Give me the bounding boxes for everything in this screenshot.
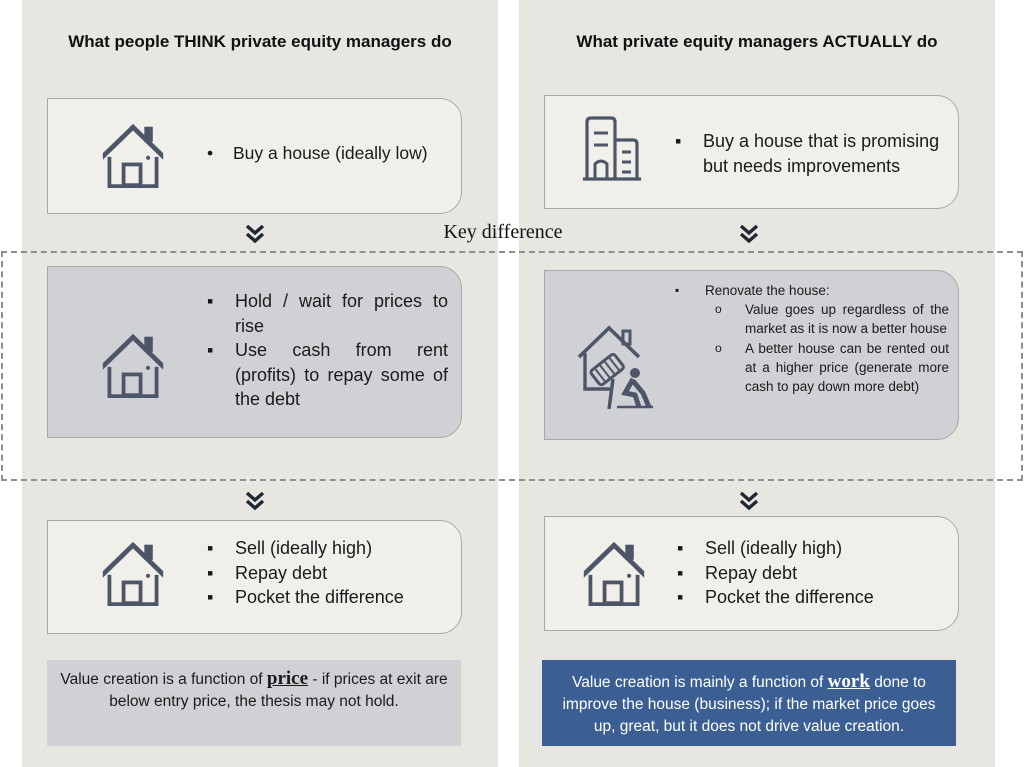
- bullet-item: • Buy a house (ideally low): [203, 141, 453, 165]
- right-summary: [542, 660, 956, 746]
- bullet-item: ▪ Sell (ideally high): [205, 536, 445, 561]
- summary-text: done to improve the house (business); if the market price goes up, great, but it does not drive value creation.: [562, 674, 936, 735]
- bullet-item: ▪ Pocket the difference: [675, 585, 935, 610]
- chevron-double-down-icon: [244, 490, 266, 512]
- left-step-buy: [47, 98, 462, 214]
- right-step-sell: [544, 516, 959, 631]
- summary-emphasis: work: [827, 671, 870, 692]
- bullet-item: ▪ Hold / wait for prices to rise: [205, 289, 448, 338]
- house-icon: [100, 539, 166, 607]
- summary-emphasis: price: [266, 668, 309, 689]
- bullet-item: ▪ Use cash from rent (profits) to repay some of the debt: [205, 338, 448, 412]
- building-icon: [581, 116, 643, 182]
- renovate-main-item: ▪ Renovate the house:: [675, 281, 949, 300]
- renovate-sub-item: o Value goes up regardless of the market as it is now a better house: [675, 300, 949, 338]
- right-step-buy: [544, 95, 959, 209]
- summary-text: - if prices at exit are below entry price, the thesis may not hold.: [109, 671, 448, 710]
- key-difference-label: Key difference: [443, 221, 563, 243]
- bullet-item: ▪ Buy a house that is promising but needs improvements: [673, 129, 958, 178]
- summary-text: Value creation is mainly a function of: [572, 674, 828, 691]
- summary-text: Value creation is a function of: [60, 671, 267, 688]
- left-step-sell: [47, 520, 462, 634]
- key-difference-region: [1, 251, 1023, 481]
- house-icon: [581, 539, 647, 607]
- bullet-item: ▪ Repay debt: [205, 561, 445, 586]
- left-summary: [47, 660, 461, 746]
- renovate-sub-item: o A better house can be rented out at a higher price (generate more cash to pay down more debt): [675, 339, 949, 397]
- house-icon: [100, 121, 166, 189]
- chevron-double-down-icon: [738, 490, 760, 512]
- bullet-item: ▪ Pocket the difference: [205, 585, 445, 610]
- left-column-title: What people THINK private equity managers do: [68, 32, 452, 51]
- bullet-item: ▪ Sell (ideally high): [675, 536, 935, 561]
- bullet-item: ▪ Repay debt: [675, 561, 935, 586]
- right-column-title: What private equity managers ACTUALLY do: [576, 32, 938, 51]
